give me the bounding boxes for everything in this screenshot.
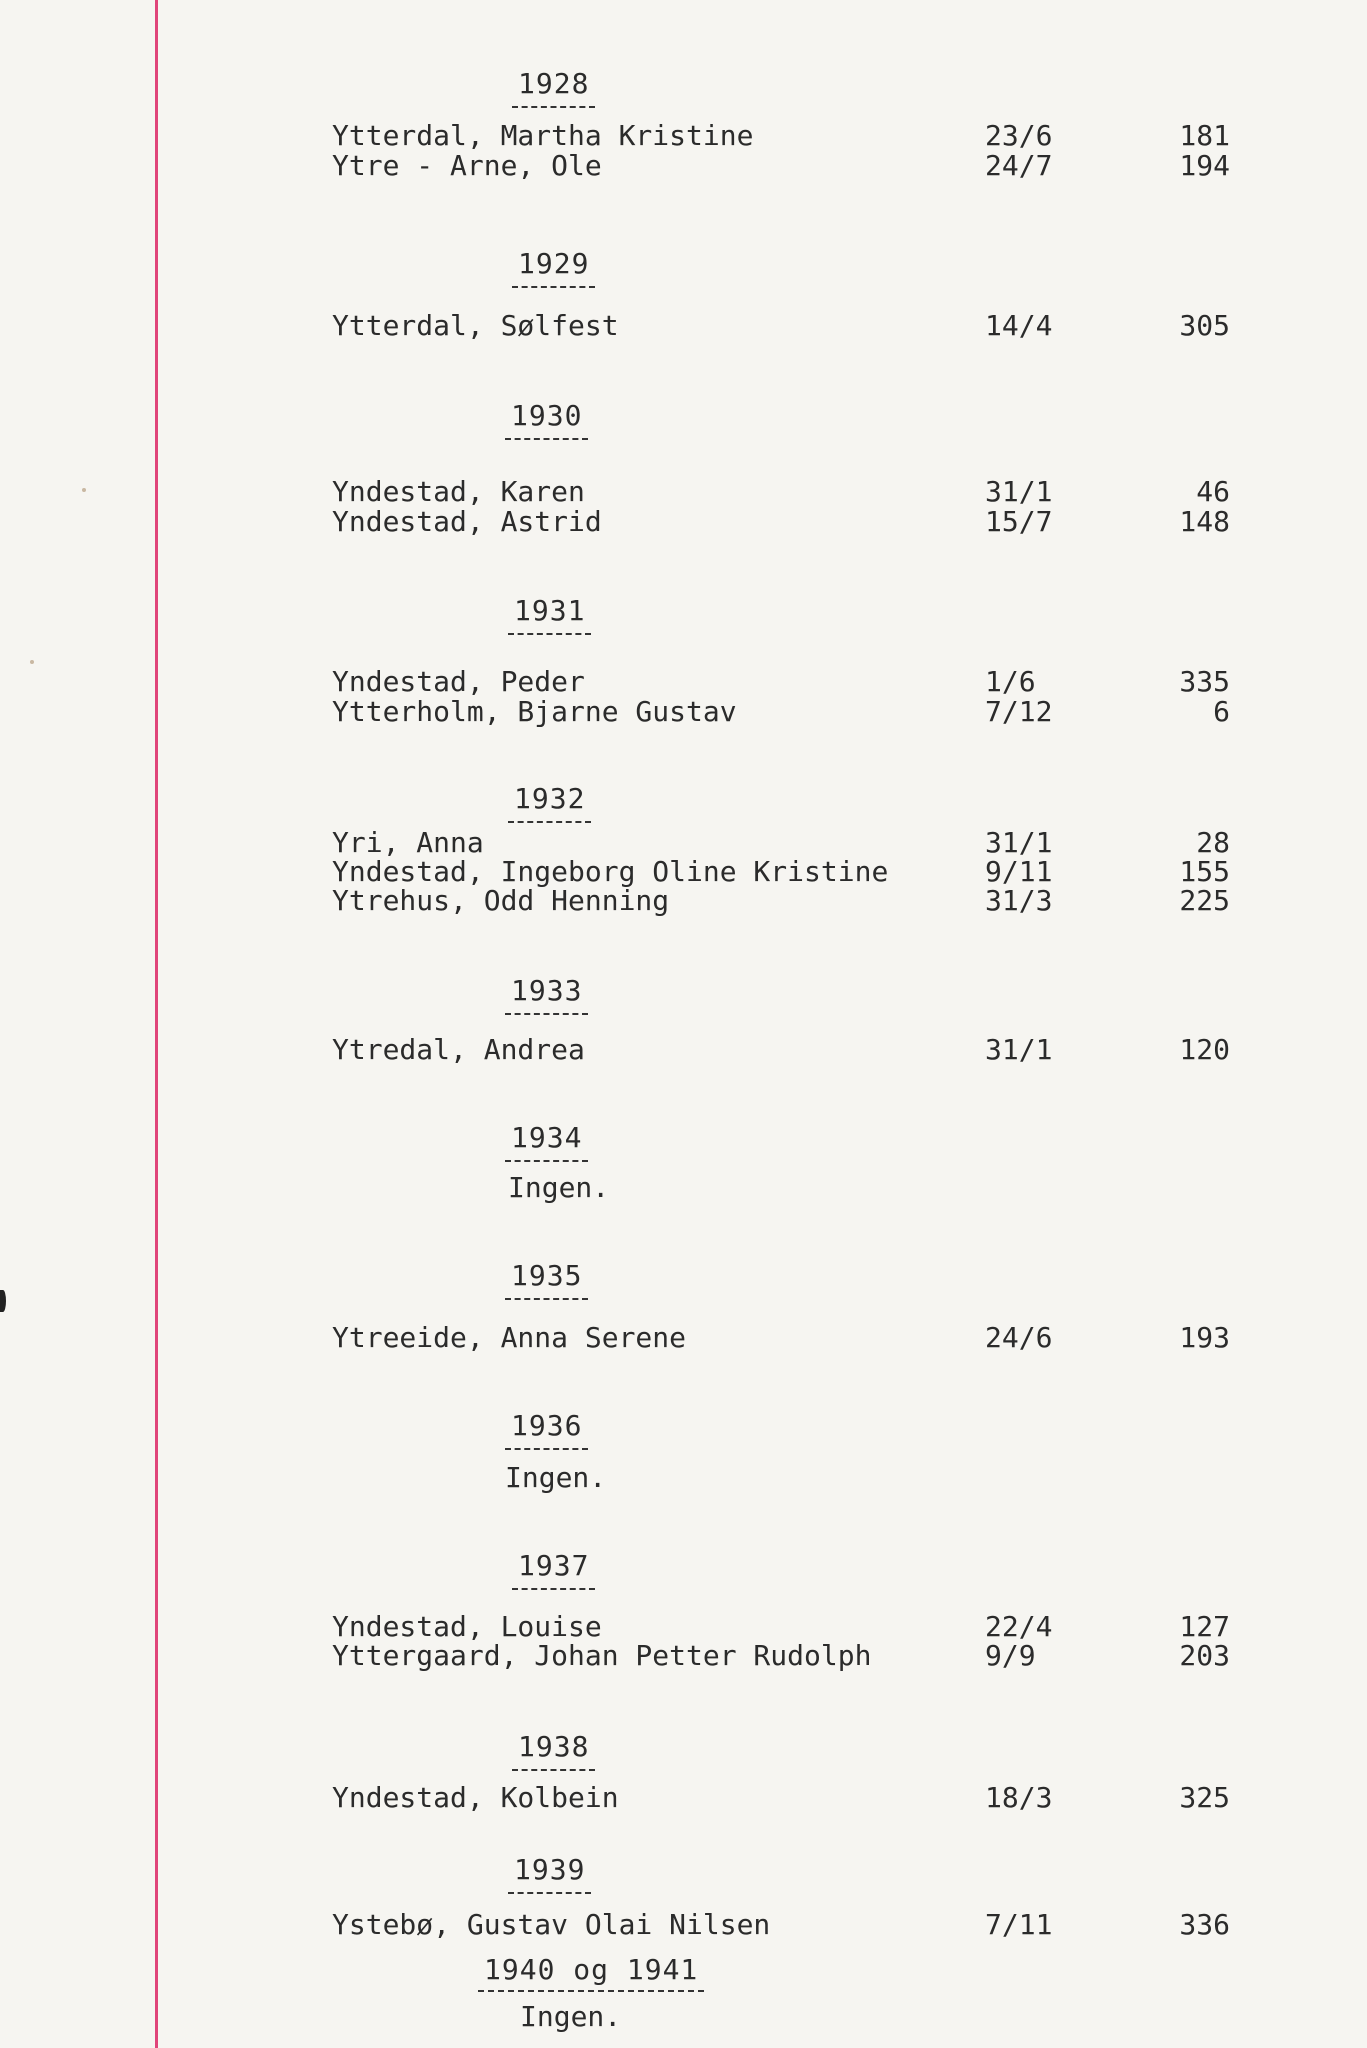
entry-number: 225 <box>1179 884 1230 917</box>
margin-line <box>155 0 158 2048</box>
register-entry <box>0 1035 1367 1065</box>
register-entry <box>0 477 1367 507</box>
year-heading: 1931 <box>508 597 591 635</box>
entry-date: 9/11 <box>985 855 1053 888</box>
entry-date: 18/3 <box>985 1781 1053 1814</box>
entry-number: 193 <box>1179 1321 1230 1354</box>
entry-date: 23/6 <box>985 119 1053 152</box>
entry-date: 7/12 <box>985 695 1053 728</box>
entry-number: 305 <box>1179 309 1230 342</box>
entry-name: Yndestad, Kolbein <box>332 1781 619 1814</box>
entry-name: Yttergaard, Johan Petter Rudolph <box>332 1639 872 1672</box>
year-heading: 1928 <box>512 70 595 108</box>
entry-name: Ytredal, Andrea <box>332 1033 585 1066</box>
entry-name: Yndestad, Ingeborg Oline Kristine <box>332 855 889 888</box>
register-entry <box>0 151 1367 181</box>
year-heading: 1939 <box>508 1856 591 1894</box>
year-heading: 1937 <box>512 1552 595 1590</box>
entry-number: 335 <box>1179 665 1230 698</box>
entry-name: Yri, Anna <box>332 826 484 859</box>
entry-name: Ytre - Arne, Ole <box>332 149 602 182</box>
year-heading: 1940 og 1941 <box>478 1956 704 1992</box>
entry-number: 194 <box>1179 149 1230 182</box>
entry-name: Ytterdal, Martha Kristine <box>332 119 754 152</box>
punch-hole <box>0 1290 6 1312</box>
entry-name: Ystebø, Gustav Olai Nilsen <box>332 1908 771 1941</box>
register-entry <box>0 507 1367 537</box>
entry-number: 325 <box>1179 1781 1230 1814</box>
year-heading: 1932 <box>508 785 591 823</box>
paper-speck <box>30 660 34 664</box>
entry-number: 148 <box>1179 505 1230 538</box>
register-entry <box>0 697 1367 727</box>
entry-name: Ytrehus, Odd Henning <box>332 884 670 917</box>
entry-number: 336 <box>1179 1908 1230 1941</box>
register-entry <box>0 311 1367 341</box>
entry-date: 31/1 <box>985 1033 1053 1066</box>
none-note: Ingen. <box>520 2000 622 2033</box>
entry-date: 9/9 <box>985 1639 1036 1672</box>
entry-date: 15/7 <box>985 505 1053 538</box>
entry-number: 46 <box>1196 475 1230 508</box>
year-heading: 1935 <box>505 1262 588 1300</box>
register-entry <box>0 828 1367 858</box>
entry-date: 31/1 <box>985 826 1053 859</box>
entry-number: 120 <box>1179 1033 1230 1066</box>
register-entry <box>0 667 1367 697</box>
register-entry <box>0 1783 1367 1813</box>
entry-name: Yndestad, Peder <box>332 665 585 698</box>
entry-number: 127 <box>1179 1610 1230 1643</box>
entry-number: 181 <box>1179 119 1230 152</box>
entry-date: 1/6 <box>985 665 1036 698</box>
none-note: Ingen. <box>508 1171 610 1204</box>
year-heading: 1933 <box>505 977 588 1015</box>
entry-date: 14/4 <box>985 309 1053 342</box>
register-entry <box>0 1910 1367 1940</box>
year-heading: 1930 <box>505 402 588 440</box>
entry-date: 7/11 <box>985 1908 1053 1941</box>
entry-number: 28 <box>1196 826 1230 859</box>
entry-name: Yndestad, Astrid <box>332 505 602 538</box>
entry-number: 203 <box>1179 1639 1230 1672</box>
entry-date: 31/1 <box>985 475 1053 508</box>
register-entry <box>0 857 1367 887</box>
entry-name: Ytterholm, Bjarne Gustav <box>332 695 737 728</box>
register-entry <box>0 1323 1367 1353</box>
entry-name: Yndestad, Louise <box>332 1610 602 1643</box>
register-entry <box>0 121 1367 151</box>
year-heading: 1938 <box>512 1733 595 1771</box>
none-note: Ingen. <box>505 1461 607 1494</box>
year-heading: 1929 <box>512 250 595 288</box>
entry-number: 155 <box>1179 855 1230 888</box>
entry-name: Ytreeide, Anna Serene <box>332 1321 687 1354</box>
year-heading: 1934 <box>505 1124 588 1162</box>
entry-date: 31/3 <box>985 884 1053 917</box>
entry-name: Ytterdal, Sølfest <box>332 309 619 342</box>
entry-date: 22/4 <box>985 1610 1053 1643</box>
entry-date: 24/7 <box>985 149 1053 182</box>
register-entry <box>0 1612 1367 1642</box>
year-heading: 1936 <box>505 1412 588 1450</box>
register-entry <box>0 886 1367 916</box>
register-entry <box>0 1641 1367 1671</box>
entry-date: 24/6 <box>985 1321 1053 1354</box>
entry-name: Yndestad, Karen <box>332 475 585 508</box>
entry-number: 6 <box>1213 695 1230 728</box>
